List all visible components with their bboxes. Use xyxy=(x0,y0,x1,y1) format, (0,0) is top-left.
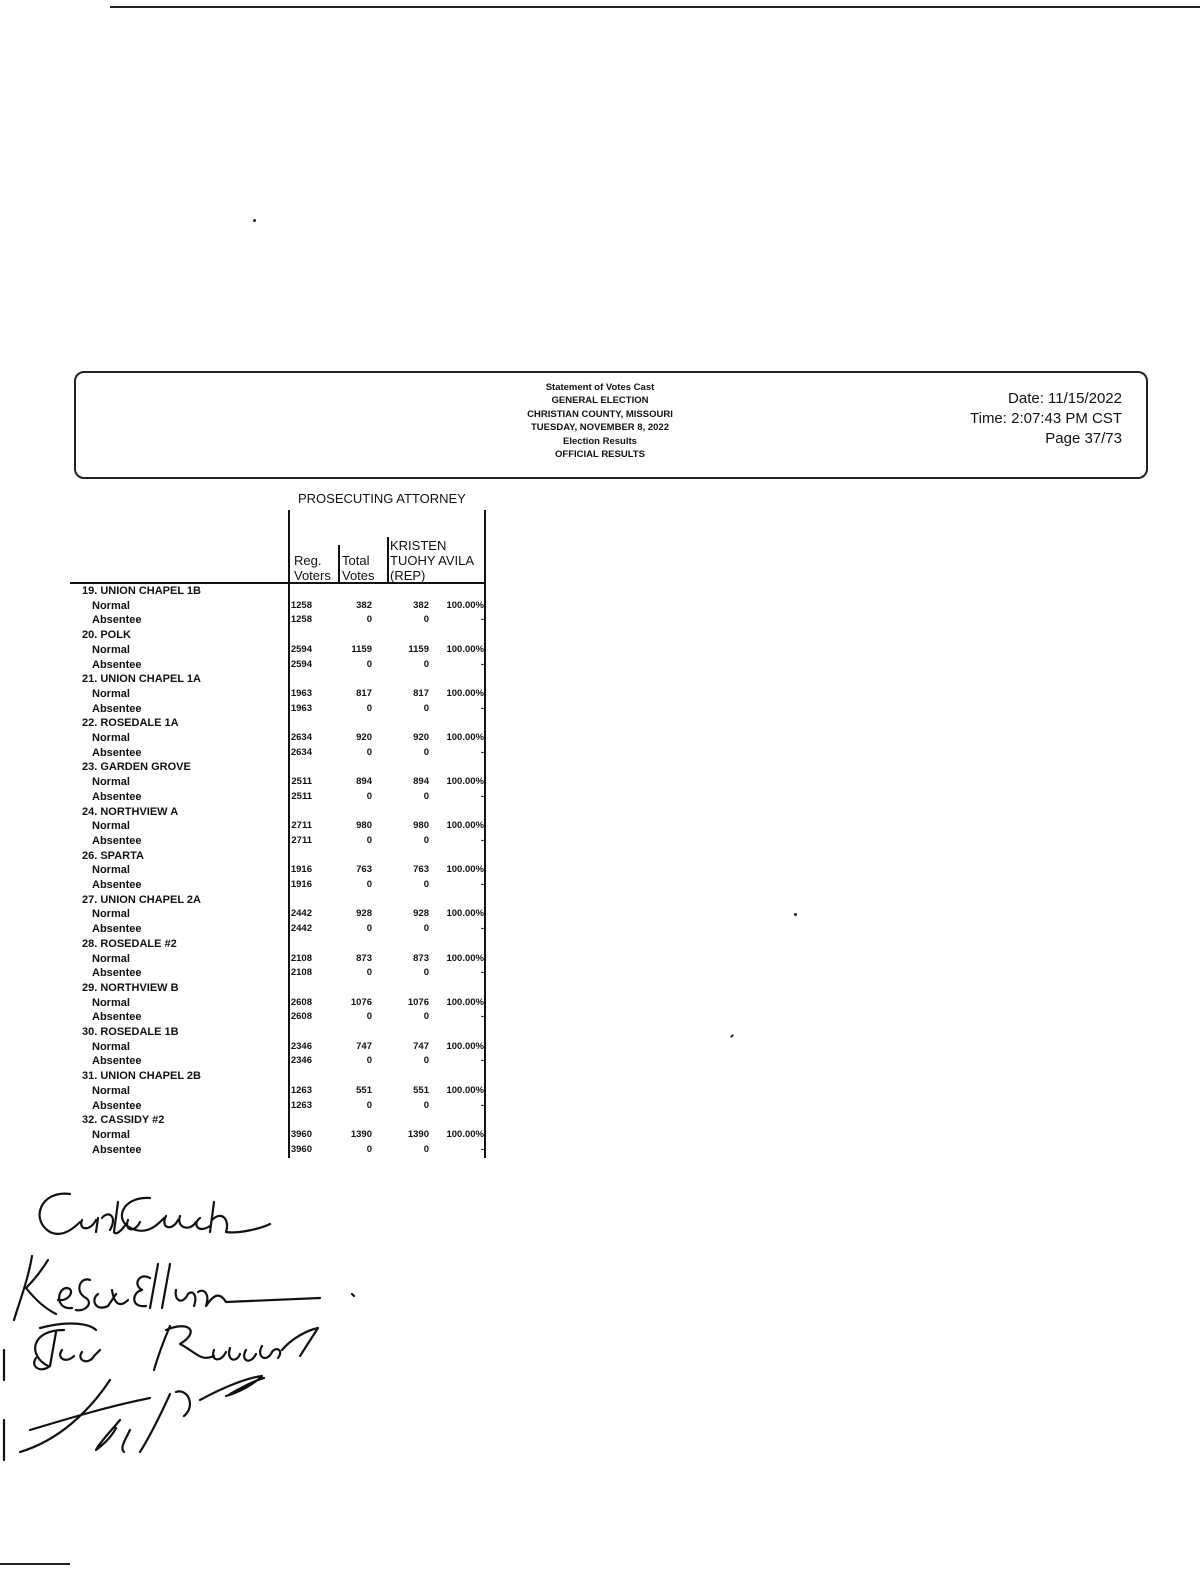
vote-type: Normal xyxy=(92,1084,130,1097)
percent-cell: - xyxy=(480,923,484,935)
contest-title: PROSECUTING ATTORNEY xyxy=(298,491,466,506)
precinct-name: 21. UNION CHAPEL 1A xyxy=(82,673,201,686)
precinct-row xyxy=(0,716,500,731)
table-row xyxy=(0,702,500,717)
candidate-votes-cell: 0 xyxy=(423,658,429,670)
total-votes-cell: 551 xyxy=(356,1084,372,1096)
candidate-votes-cell: 920 xyxy=(413,732,429,743)
column-header-total-votes: Total Votes xyxy=(342,553,375,583)
reg-voters-cell: 2711 xyxy=(291,820,312,832)
total-votes-cell: 0 xyxy=(366,658,372,670)
precinct-name: 19. UNION CHAPEL 1B xyxy=(82,585,201,597)
table-row xyxy=(0,1099,500,1114)
candidate-votes-cell: 0 xyxy=(423,790,429,802)
total-votes-cell: 0 xyxy=(366,1011,372,1023)
reg-voters-cell: 1263 xyxy=(290,1084,312,1096)
percent-cell: 100.00% xyxy=(446,1040,484,1052)
precinct-name: 23. GARDEN GROVE xyxy=(82,761,191,774)
report-time: Time: 2:07:43 PM CST xyxy=(970,410,1122,427)
table-row xyxy=(0,746,500,761)
report-title-block xyxy=(500,381,700,461)
signatures xyxy=(0,1180,380,1470)
reg-voters-cell: 1963 xyxy=(290,702,312,714)
percent-cell: 100.00% xyxy=(446,996,484,1008)
precinct-row xyxy=(0,893,500,908)
precinct-row xyxy=(0,981,500,996)
column-header-reg-voters: Reg. Voters xyxy=(294,553,331,583)
reg-voters-cell: 2711 xyxy=(291,834,312,846)
vote-type: Absentee xyxy=(92,1055,142,1068)
candidate-votes-cell: 0 xyxy=(423,834,429,846)
vote-type: Normal xyxy=(92,820,130,833)
total-votes-cell: 980 xyxy=(356,820,372,832)
reg-voters-cell: 1963 xyxy=(290,687,312,699)
table-row xyxy=(0,731,500,746)
candidate-votes-cell: 0 xyxy=(423,879,429,890)
candidate-votes-cell: 817 xyxy=(413,687,429,699)
precinct-row xyxy=(0,672,500,687)
signature-1 xyxy=(40,1194,270,1234)
vote-type: Absentee xyxy=(92,658,142,671)
vote-type: Absentee xyxy=(92,967,142,980)
table-row xyxy=(0,1040,500,1055)
candidate-votes-cell: 1159 xyxy=(408,643,429,655)
percent-cell: 100.00% xyxy=(446,1128,484,1140)
vote-type: Normal xyxy=(92,1040,130,1053)
percent-cell: 100.00% xyxy=(446,820,484,832)
percent-cell: 100.00% xyxy=(446,864,484,876)
reg-voters-cell: 2442 xyxy=(290,923,312,935)
candidate-votes-cell: 1390 xyxy=(407,1128,429,1140)
vote-type: Absentee xyxy=(92,923,142,936)
precinct-name: 29. NORTHVIEW B xyxy=(82,981,179,994)
vote-type: Absentee xyxy=(92,614,142,627)
percent-cell: - xyxy=(480,967,484,979)
candidate-votes-cell: 0 xyxy=(423,1011,429,1023)
percent-cell: 100.00% xyxy=(446,732,484,743)
column-divider xyxy=(338,545,340,583)
table-row xyxy=(0,1010,500,1025)
vote-type: Normal xyxy=(92,776,130,789)
report-title-line: Statement of Votes Cast xyxy=(545,382,655,393)
candidate-votes-cell: 0 xyxy=(423,1099,429,1111)
total-votes-cell: 0 xyxy=(366,702,372,714)
reg-voters-cell: 2634 xyxy=(290,732,312,743)
percent-cell: - xyxy=(480,1011,484,1023)
precinct-row xyxy=(0,1025,500,1040)
total-votes-cell: 0 xyxy=(366,614,372,626)
reg-voters-cell: 1916 xyxy=(290,864,312,876)
precinct-name: 20. POLK xyxy=(82,629,131,642)
precinct-name: 27. UNION CHAPEL 2A xyxy=(82,893,201,906)
vote-type: Normal xyxy=(92,687,130,700)
total-votes-cell: 894 xyxy=(356,776,372,788)
vote-type: Normal xyxy=(92,908,130,921)
percent-cell: - xyxy=(480,834,484,846)
reg-voters-cell: 2108 xyxy=(290,952,312,964)
vote-type: Absentee xyxy=(92,1143,142,1156)
percent-cell: - xyxy=(480,1055,484,1067)
signature-3 xyxy=(34,1324,318,1370)
candidate-votes-cell: 382 xyxy=(413,599,429,611)
reg-voters-cell: 2594 xyxy=(290,658,312,670)
table-row xyxy=(0,1084,500,1099)
table-row xyxy=(0,643,500,658)
vote-type: Absentee xyxy=(92,746,142,759)
total-votes-cell: 1159 xyxy=(351,643,372,655)
table-row xyxy=(0,878,500,893)
precinct-name: 24. NORTHVIEW A xyxy=(82,805,179,818)
percent-cell: 100.00% xyxy=(446,643,484,655)
vote-type: Normal xyxy=(92,599,130,612)
candidate-votes-cell: 873 xyxy=(413,952,429,964)
reg-voters-cell: 3960 xyxy=(290,1128,312,1140)
percent-cell: - xyxy=(480,879,484,890)
total-votes-cell: 0 xyxy=(366,746,372,758)
vote-type: Absentee xyxy=(92,702,142,715)
report-date: Date: 11/15/2022 xyxy=(1008,390,1122,407)
signature-4 xyxy=(20,1376,264,1452)
percent-cell: 100.00% xyxy=(446,1084,484,1096)
table-row xyxy=(0,790,500,805)
total-votes-cell: 0 xyxy=(366,967,372,979)
vote-type: Absentee xyxy=(92,879,142,891)
scan-speck xyxy=(730,1034,734,1038)
candidate-votes-cell: 0 xyxy=(423,923,429,935)
total-votes-cell: 382 xyxy=(356,599,372,611)
scan-speck xyxy=(794,913,797,916)
candidate-votes-cell: 0 xyxy=(423,1055,429,1067)
vote-type: Normal xyxy=(92,864,130,877)
candidate-votes-cell: 0 xyxy=(423,614,429,626)
table-row xyxy=(0,907,500,922)
total-votes-cell: 0 xyxy=(366,1099,372,1111)
signature-2 xyxy=(14,1256,354,1320)
column-header-candidate: KRISTEN TUOHY AVILA (REP) xyxy=(390,538,475,583)
percent-cell: - xyxy=(480,1099,484,1111)
precinct-name: 30. ROSEDALE 1B xyxy=(82,1026,179,1038)
total-votes-cell: 747 xyxy=(356,1040,372,1052)
table-row xyxy=(0,834,500,849)
reg-voters-cell: 2511 xyxy=(291,790,312,802)
table-row xyxy=(0,613,500,628)
table-row xyxy=(0,863,500,878)
candidate-votes-cell: 0 xyxy=(423,1143,429,1155)
table-row xyxy=(0,1143,500,1158)
reg-voters-cell: 2108 xyxy=(290,967,312,979)
total-votes-cell: 928 xyxy=(356,908,372,920)
scan-speck xyxy=(253,219,256,222)
report-title-line: TUESDAY, NOVEMBER 8, 2022 xyxy=(531,422,669,434)
candidate-votes-cell: 763 xyxy=(413,864,429,876)
candidate-votes-cell: 551 xyxy=(413,1084,429,1096)
total-votes-cell: 817 xyxy=(356,687,372,699)
total-votes-cell: 873 xyxy=(356,952,372,964)
vote-type: Normal xyxy=(92,1128,130,1141)
total-votes-cell: 0 xyxy=(366,790,372,802)
table-row xyxy=(0,952,500,967)
total-votes-cell: 0 xyxy=(366,879,372,890)
percent-cell: - xyxy=(480,790,484,802)
percent-cell: 100.00% xyxy=(446,687,484,699)
total-votes-cell: 0 xyxy=(366,923,372,935)
report-title-line: Election Results xyxy=(563,435,637,447)
candidate-votes-cell: 0 xyxy=(423,702,429,714)
precinct-row xyxy=(0,628,500,643)
table-row xyxy=(0,996,500,1011)
total-votes-cell: 920 xyxy=(356,732,372,743)
reg-voters-cell: 3960 xyxy=(290,1143,312,1155)
percent-cell: 100.00% xyxy=(446,776,484,788)
report-title-line: GENERAL ELECTION xyxy=(551,395,649,407)
reg-voters-cell: 1258 xyxy=(290,599,312,611)
table-row xyxy=(0,658,500,673)
table-row xyxy=(0,599,500,614)
column-divider xyxy=(387,537,389,583)
percent-cell: - xyxy=(480,614,484,626)
candidate-votes-cell: 1076 xyxy=(407,996,429,1008)
total-votes-cell: 763 xyxy=(356,864,372,876)
total-votes-cell: 0 xyxy=(366,1055,372,1067)
percent-cell: - xyxy=(480,746,484,758)
report-meta xyxy=(970,389,1122,449)
precinct-name: 28. ROSEDALE #2 xyxy=(82,937,177,950)
report-title-line: CHRISTIAN COUNTY, MISSOURI xyxy=(527,408,673,420)
scan-bottom-rule xyxy=(0,1563,70,1565)
vote-type: Absentee xyxy=(92,1099,142,1112)
reg-voters-cell: 2634 xyxy=(290,746,312,758)
reg-voters-cell: 2608 xyxy=(290,1011,312,1023)
table-row xyxy=(0,922,500,937)
scan-top-rule xyxy=(110,6,1200,8)
precinct-name: 26. SPARTA xyxy=(82,849,144,862)
precinct-row xyxy=(0,584,500,599)
precinct-row xyxy=(0,805,500,820)
vote-type: Normal xyxy=(92,643,130,656)
percent-cell: 100.00% xyxy=(446,952,484,964)
candidate-votes-cell: 928 xyxy=(413,908,429,920)
reg-voters-cell: 1916 xyxy=(290,879,312,890)
precinct-row xyxy=(0,937,500,952)
vote-type: Absentee xyxy=(92,1011,142,1024)
candidate-votes-cell: 0 xyxy=(423,746,429,758)
report-title-line: OFFICIAL RESULTS xyxy=(555,449,645,461)
precinct-row xyxy=(0,1113,500,1128)
table-row xyxy=(0,687,500,702)
total-votes-cell: 1076 xyxy=(350,996,372,1008)
candidate-votes-cell: 980 xyxy=(413,820,429,832)
precinct-row xyxy=(0,760,500,775)
percent-cell: 100.00% xyxy=(446,908,484,920)
total-votes-cell: 0 xyxy=(366,834,372,846)
table-row xyxy=(0,1054,500,1069)
reg-voters-cell: 1258 xyxy=(290,614,312,626)
total-votes-cell: 1390 xyxy=(350,1128,372,1140)
precinct-name: 32. CASSIDY #2 xyxy=(82,1114,165,1127)
total-votes-cell: 0 xyxy=(366,1143,372,1155)
table-row xyxy=(0,1128,500,1143)
percent-cell: - xyxy=(480,702,484,714)
reg-voters-cell: 2442 xyxy=(290,908,312,920)
precinct-row xyxy=(0,849,500,864)
precinct-name: 31. UNION CHAPEL 2B xyxy=(82,1070,201,1083)
percent-cell: - xyxy=(480,658,484,670)
candidate-votes-cell: 0 xyxy=(423,967,429,979)
vote-type: Normal xyxy=(92,996,130,1009)
reg-voters-cell: 2346 xyxy=(290,1055,312,1067)
candidate-votes-cell: 747 xyxy=(413,1040,429,1052)
vote-type: Normal xyxy=(92,732,130,744)
table-row xyxy=(0,819,500,834)
reg-voters-cell: 2511 xyxy=(291,776,312,788)
percent-cell: 100.00% xyxy=(446,599,484,611)
vote-type: Normal xyxy=(92,952,130,965)
percent-cell: - xyxy=(480,1143,484,1155)
vote-type: Absentee xyxy=(92,790,142,803)
table-row xyxy=(0,966,500,981)
table-row xyxy=(0,775,500,790)
reg-voters-cell: 1263 xyxy=(290,1099,312,1111)
precinct-name: 22. ROSEDALE 1A xyxy=(82,717,179,730)
reg-voters-cell: 2608 xyxy=(290,996,312,1008)
vote-type: Absentee xyxy=(92,834,142,847)
reg-voters-cell: 2346 xyxy=(290,1040,312,1052)
reg-voters-cell: 2594 xyxy=(290,643,312,655)
precinct-row xyxy=(0,1069,500,1084)
page-number: Page 37/73 xyxy=(1045,430,1122,447)
candidate-votes-cell: 894 xyxy=(413,776,429,788)
